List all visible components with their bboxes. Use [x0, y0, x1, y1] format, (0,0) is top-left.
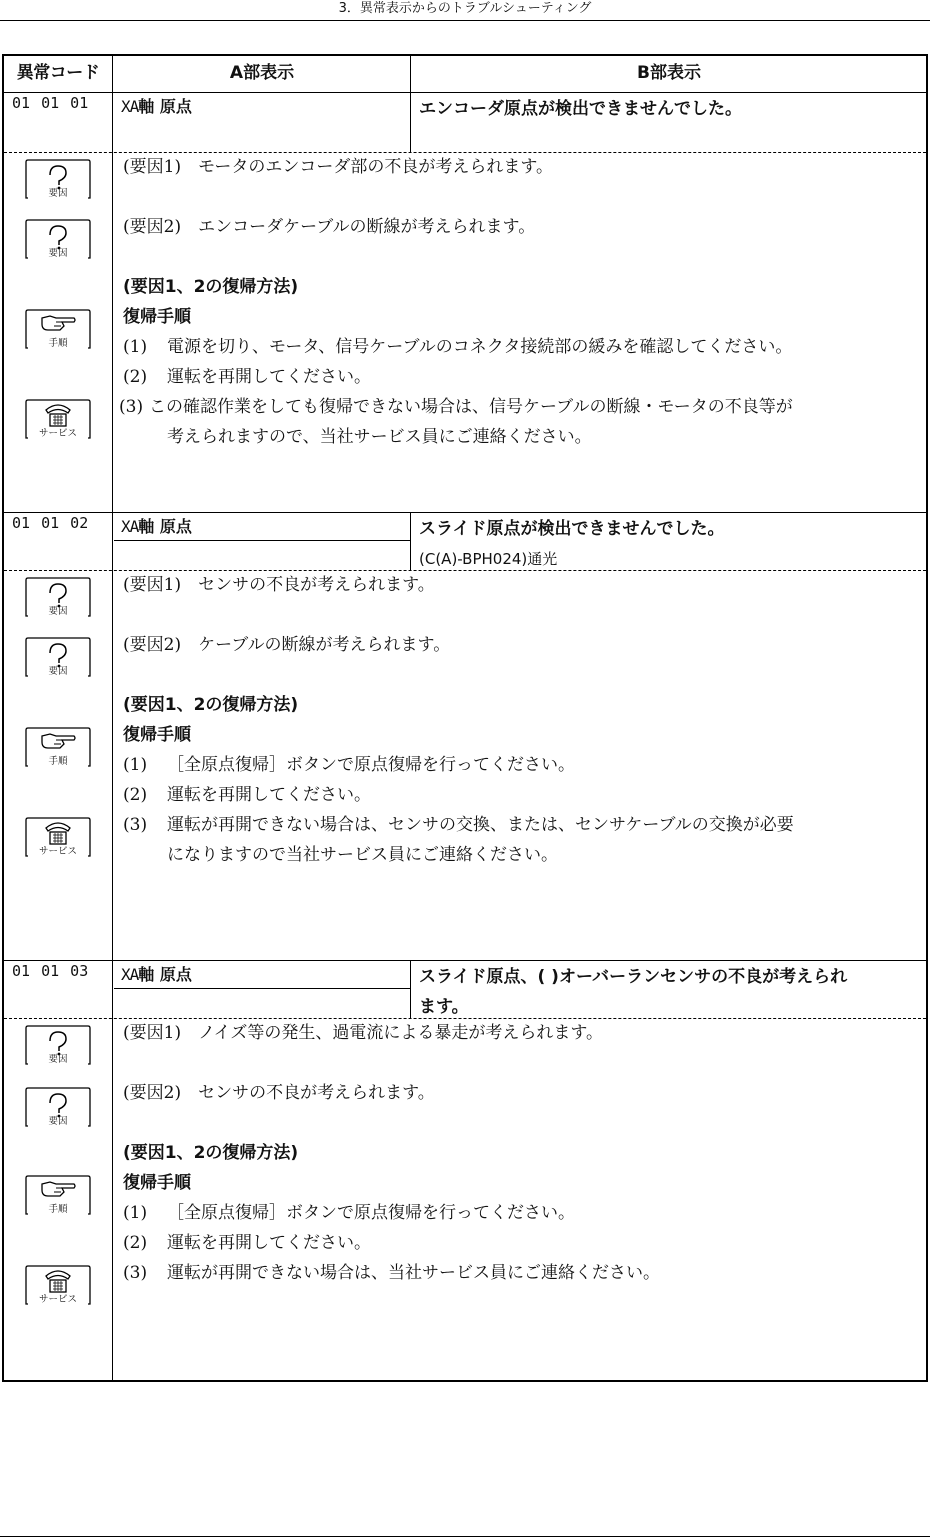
recovery-method-title: (要因1、2の復帰方法) — [123, 695, 299, 715]
step-item: (1) ［全原点復帰］ボタンで原点復帰を行ってください。 — [123, 755, 575, 775]
cause-icon: 要因 — [24, 218, 92, 262]
service-phone-icon: サービス — [24, 1264, 92, 1308]
step-item: (1) ［全原点復帰］ボタンで原点復帰を行ってください。 — [123, 1203, 575, 1223]
cause-1-text: (要因1) ノイズ等の発生、過電流による暴走が考えられます。 — [123, 1023, 604, 1043]
service-phone-icon: サービス — [24, 816, 92, 860]
error-details — [123, 570, 918, 960]
a-display: XA軸 原点 — [121, 97, 192, 116]
error-block-010103 — [4, 960, 926, 1380]
error-code: 01 01 01 — [12, 94, 89, 112]
error-row — [4, 960, 926, 1018]
step-item: (3) 運転が再開できない場合は、センサの交換、または、センサケーブルの交換が必要 — [123, 815, 794, 835]
b-display: エンコーダ原点が検出できませんでした。 — [419, 99, 742, 119]
cause-icon: 要因 — [24, 158, 92, 202]
step-item: (2) 運転を再開してください。 — [123, 367, 371, 387]
cause-icon: 要因 — [24, 1086, 92, 1130]
step-continuation: 考えられますので、当社サービス員にご連絡ください。 — [167, 427, 592, 447]
procedure-hand-icon: 手順 — [24, 308, 92, 352]
footer-rule — [0, 1536, 930, 1537]
recovery-steps-title: 復帰手順 — [123, 725, 191, 745]
error-table — [2, 54, 928, 1382]
cause-icon: 要因 — [24, 636, 92, 680]
service-phone-icon: サービス — [24, 398, 92, 442]
recovery-method-title: (要因1、2の復帰方法) — [123, 277, 299, 297]
procedure-hand-icon: 手順 — [24, 726, 92, 770]
step-item: (2) 運転を再開してください。 — [123, 1233, 371, 1253]
cell-divider — [410, 512, 411, 570]
header-a-display: A部表示 — [114, 56, 411, 92]
cause-1-text: (要因1) モータのエンコーダ部の不良が考えられます。 — [123, 157, 554, 177]
cause-icon: 要因 — [24, 1024, 92, 1068]
error-row — [4, 512, 926, 570]
error-code: 01 01 02 — [12, 514, 89, 532]
recovery-steps-title: 復帰手順 — [123, 1173, 191, 1193]
error-code: 01 01 03 — [12, 962, 89, 980]
step-continuation: になりますので当社サービス員にご連絡ください。 — [167, 845, 558, 865]
header-error-code: 異常コード — [16, 63, 100, 83]
cause-1-text: (要因1) センサの不良が考えられます。 — [123, 575, 435, 595]
cause-2-text: (要因2) エンコーダケーブルの断線が考えられます。 — [123, 217, 536, 237]
step-item: (3) この確認作業をしても復帰できない場合は、信号ケーブルの断線・モータの不良等が — [119, 397, 793, 417]
page-header-title: 3．異常表示からのトラブルシューティング — [338, 1, 592, 16]
a-display: XA軸 原点 — [121, 517, 192, 536]
table-header-row — [4, 56, 926, 93]
recovery-method-title: (要因1、2の復帰方法) — [123, 1143, 299, 1163]
error-block-010101 — [4, 92, 926, 512]
cell-divider — [410, 960, 411, 1018]
cause-2-text: (要因2) ケーブルの断線が考えられます。 — [123, 635, 451, 655]
step-item: (1) 電源を切り、モータ、信号ケーブルのコネクタ接続部の緩みを確認してください。 — [123, 337, 793, 357]
b-display: スライド原点、( )オーバーランセンサの不良が考えられ ます。 — [419, 967, 848, 1017]
recovery-steps-title: 復帰手順 — [123, 307, 191, 327]
error-details — [119, 152, 918, 512]
cause-2-text: (要因2) センサの不良が考えられます。 — [123, 1083, 435, 1103]
a-display: XA軸 原点 — [121, 965, 192, 984]
b-display: スライド原点が検出できませんでした。 (C(A)-BPH024)通光 — [419, 519, 725, 568]
error-details — [123, 1018, 918, 1378]
step-item: (3) 運転が再開できない場合は、当社サービス員にご連絡ください。 — [123, 1263, 660, 1283]
cell-underline — [114, 988, 410, 989]
procedure-hand-icon: 手順 — [24, 1174, 92, 1218]
step-item: (2) 運転を再開してください。 — [123, 785, 371, 805]
error-row — [4, 92, 926, 152]
cell-underline — [114, 540, 410, 541]
error-block-010102 — [4, 512, 926, 964]
cell-divider — [410, 92, 411, 152]
header-b-display: B部表示 — [637, 63, 701, 83]
cause-icon: 要因 — [24, 576, 92, 620]
page-header — [0, 0, 930, 21]
